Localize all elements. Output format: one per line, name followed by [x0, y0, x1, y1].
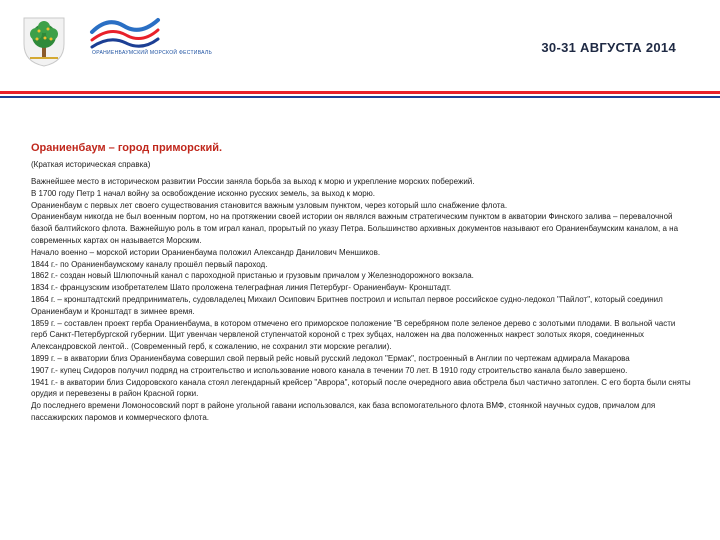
paragraph: 1859 г. – составлен проект герба Ораниенбаума, в котором отмечено его приморское положение "В серебряном поле зеленое дерево с золотыми плодами. В вольной части герб Санкт-Петербургской губернии. Щит увенчан червленой ступенчатой короной с трех зубцах, наложен на два положенных накрест золотых якоря, соединенных Александровской лентой.. (Современный герб, к сожалению, не сохранил эти морские регалии). [31, 318, 676, 352]
paragraph: До последнего времени Ломоносовский порт в районе угольной гавани использовался, как база вспомогательного флота ВМФ, стоянкой научных судов, причалом для пассажирских паромов и коммерческого флота. [31, 401, 656, 422]
paragraph: 1834 г.- французским изобретателем Шато проложена телеграфная линия Петербург- Ораниенбаум- Кронштадт. [31, 283, 452, 293]
paragraph: 1907 г.- купец Сидоров получил подряд на строительство и использование нового канала в течении 70 лет. В 1910 году строительство канала было завершено. [31, 365, 628, 375]
paragraph: Ораниенбаум никогда не был военным портом, но на протяжении своей истории он являлся важным стратегическим пунктом в акватории Финского залива – перевалочной базой балтийского флота. Важнейшую роль в том играл канал, прорытый по указу Петра. Большинство архивных документов называют его Ораниенбаумским каналом, а на современных картах он называется Морским. [31, 212, 679, 245]
paragraph: 1864 г. – кронштадтский предприниматель, судовладелец Михаил Осипович Бритнев построил и испытал первое российское судно-ледокол "Пайлот", который соединил Ораниенбаум и Кронштадт в зимнее время. [31, 294, 663, 316]
article [31, 142, 691, 424]
paragraph: 1844 г.- по Ораниенбаумскому каналу прошёл первый пароход. [31, 259, 268, 269]
paragraph: В 1700 году Петр 1 начал войну за освобождение исконно русских земель, за выход к морю. [31, 188, 375, 198]
festival-logo-text: ОРАНИЕНБАУМСКИЙ МОРСКОЙ ФЕСТИВАЛЬ [92, 50, 213, 56]
paragraph: Важнейшее место в историческом развитии России заняла борьба за выход к морю и укрепление морских побережий. [31, 177, 475, 186]
article-subtitle: (Краткая историческая справка) [31, 160, 151, 169]
article-body [31, 176, 691, 424]
paragraph: 1941 г.- в акватории близ Сидоровского канала стоял легендарный крейсер "Аврора", который после очередного авиа обстрела был частично затоплен. С его борта были сняты орудия и перевезены в район Красной горки. [31, 377, 691, 399]
article-title: Ораниенбаум – город приморский. [31, 142, 223, 154]
paragraph: 1899 г. – в акватории близ Ораниенбаума совершил свой первый рейс новый русский ледокол "Ермак", построенный в Англии по чертежам адмирала Макарова [31, 353, 630, 363]
header-stripe-blue [0, 96, 720, 98]
header-stripe-red [0, 91, 720, 94]
coat-of-arms-icon [20, 14, 68, 68]
paragraph: 1862 г.- создан новый Шлюпочный канал с пароходной пристанью и грузовым причалом у Железнодорожного вокзала. [31, 271, 474, 281]
event-date: 30-31 АВГУСТА 2014 [541, 40, 676, 55]
paragraph: Ораниенбаум с первых лет своего существования становится важным узловым пунктом, через который шло снабжение флота. [31, 200, 508, 210]
paragraph: Начало военно – морской истории Ораниенбаума положил Александр Данилович Меншиков. [31, 247, 381, 257]
festival-logo-icon [88, 10, 164, 70]
